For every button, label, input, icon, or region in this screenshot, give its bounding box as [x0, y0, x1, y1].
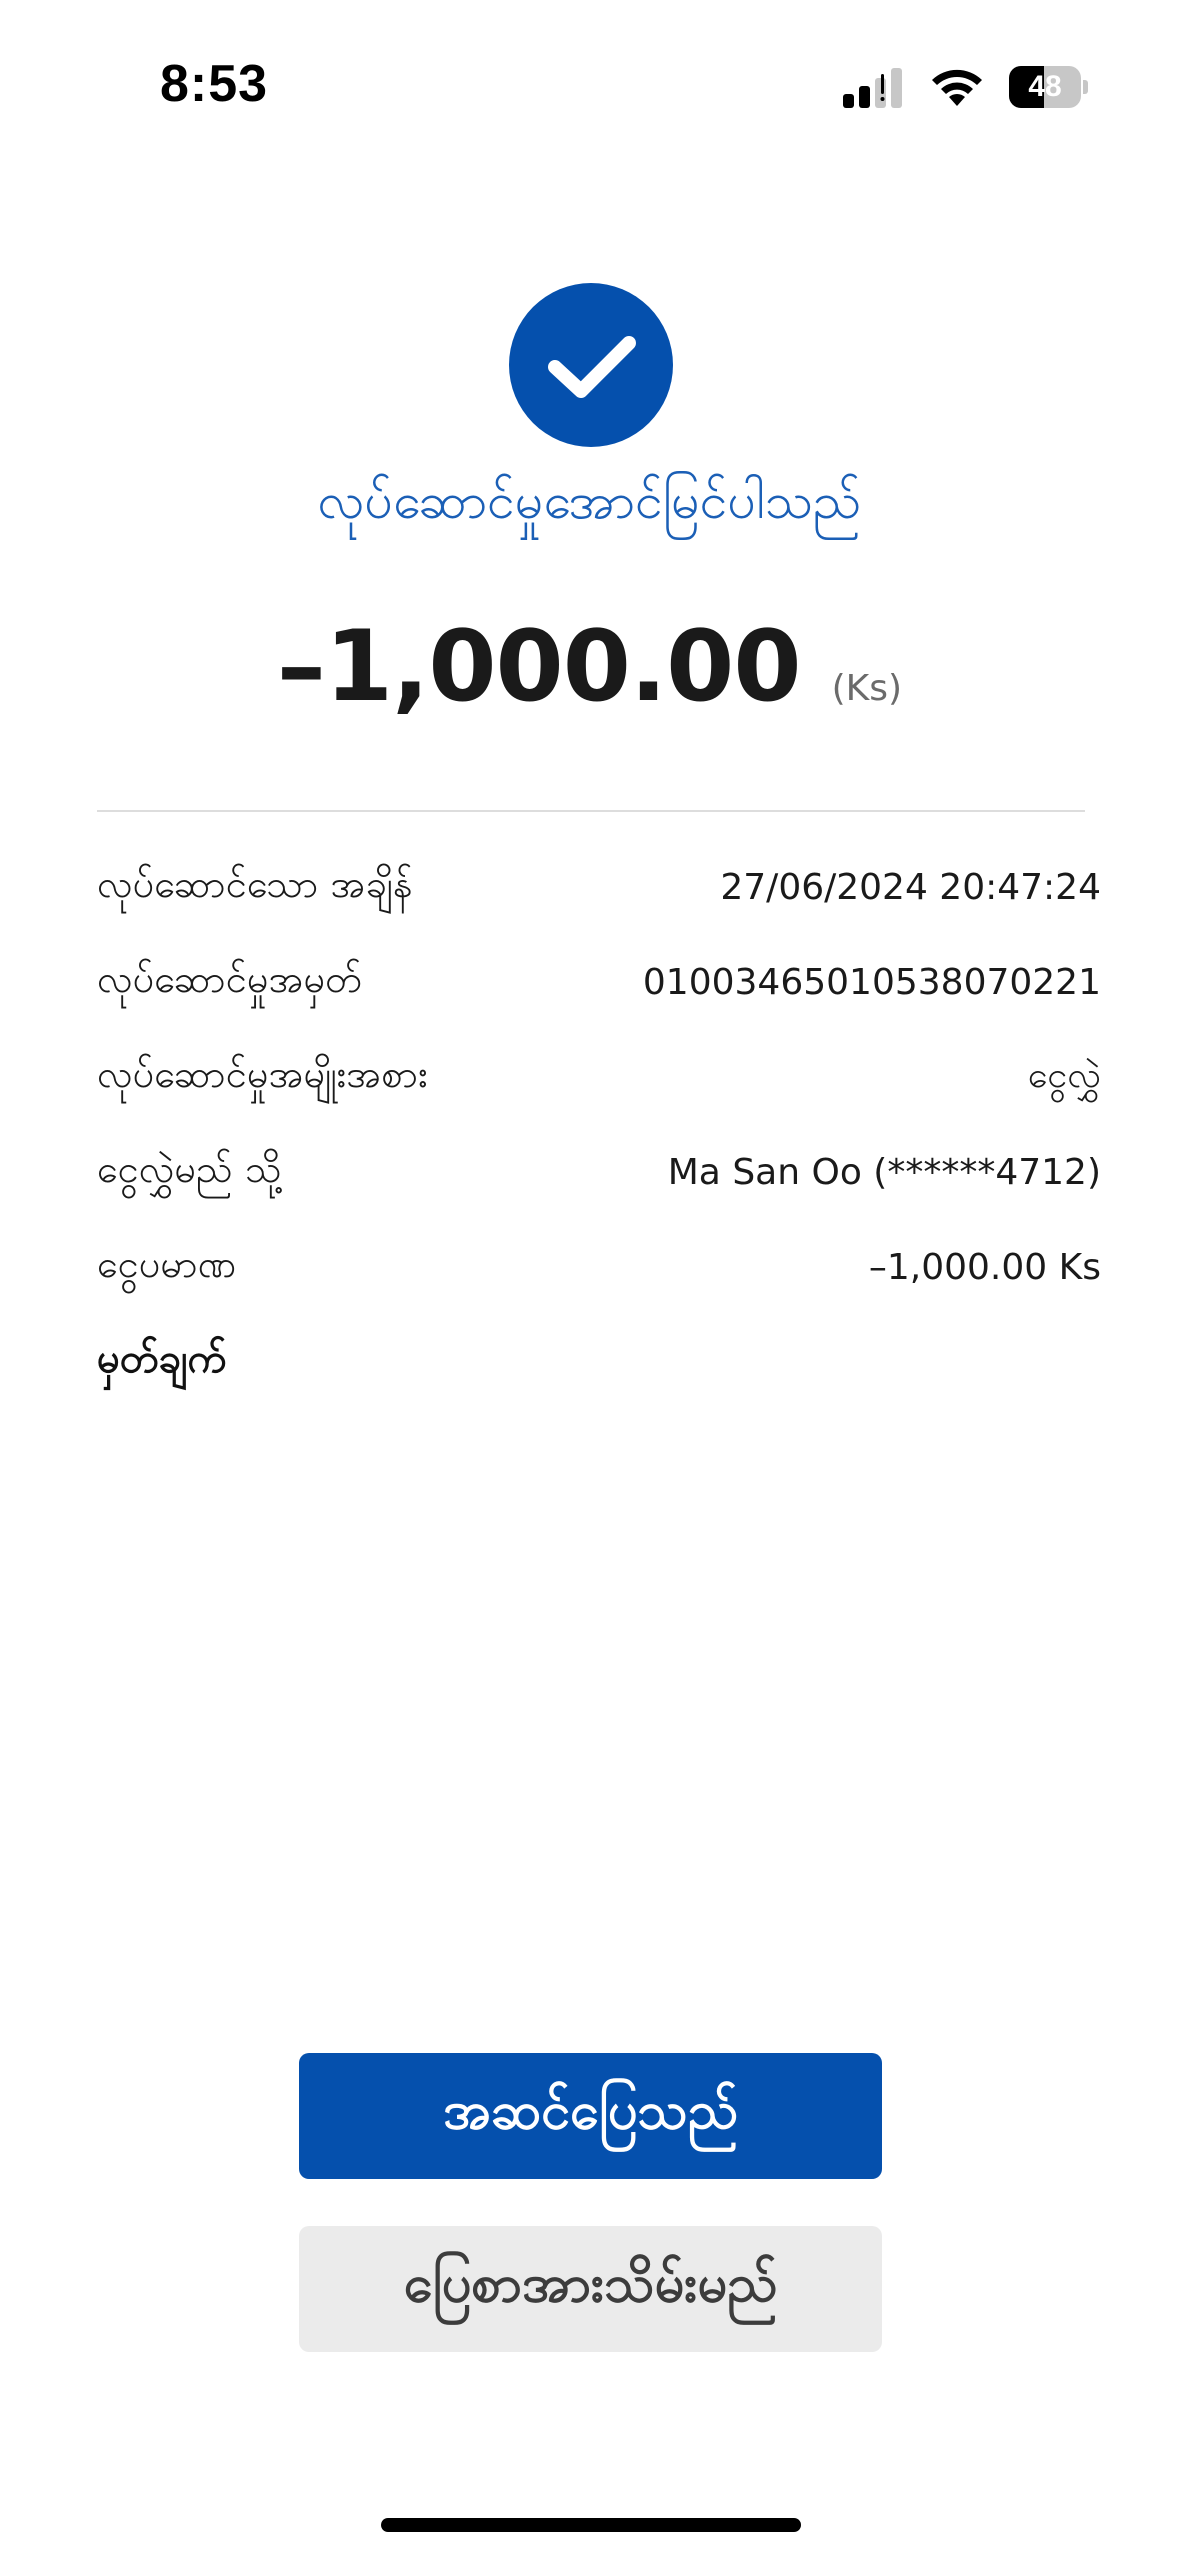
detail-value: 01003465010538070221	[642, 962, 1101, 1003]
detail-label: ငွေပမာဏ	[97, 1241, 237, 1286]
detail-label: လုပ်ဆောင်မှုအမှတ်	[97, 956, 363, 1001]
detail-row-time	[97, 840, 1101, 935]
amount-currency: (Ks)	[831, 668, 903, 709]
save-receipt-button[interactable]: ပြေစာအားသိမ်းမည်	[299, 2226, 882, 2352]
detail-value: –1,000.00 Ks	[868, 1247, 1101, 1288]
amount-value: –1,000.00	[276, 610, 801, 724]
status-icons	[843, 64, 1083, 110]
cellular-signal-icon	[843, 68, 905, 108]
detail-label: လုပ်ဆောင်မှုအမျိုးအစား	[97, 1051, 428, 1096]
transaction-amount	[0, 610, 1179, 724]
home-indicator[interactable]	[381, 2518, 801, 2532]
status-bar	[0, 0, 1179, 170]
detail-row-transaction-id	[97, 935, 1101, 1030]
detail-value: ငွေလွှဲ	[1027, 1054, 1101, 1096]
detail-row-type	[97, 1030, 1101, 1125]
status-time: 8:53	[160, 55, 269, 113]
divider	[97, 810, 1085, 812]
wifi-icon	[929, 66, 985, 108]
detail-value: 27/06/2024 20:47:24	[720, 867, 1101, 908]
battery-level: 48	[1028, 70, 1062, 103]
note-label: မှတ်ချက်	[97, 1336, 227, 1382]
detail-label: လုပ်ဆောင်သော အချိန်	[97, 861, 413, 906]
detail-label: ငွေလွှဲမည် သို့	[97, 1146, 282, 1191]
detail-row-note	[97, 1315, 1101, 1410]
detail-value: Ma San Oo (******4712)	[667, 1152, 1101, 1193]
transaction-details	[97, 840, 1101, 1410]
done-button[interactable]: အဆင်ပြေသည်	[299, 2053, 882, 2179]
success-checkmark-icon	[509, 283, 673, 447]
battery-icon	[1009, 66, 1087, 108]
success-title: လုပ်ဆောင်မှုအောင်မြင်ပါသည်	[317, 472, 862, 530]
detail-row-amount	[97, 1220, 1101, 1315]
detail-row-recipient	[97, 1125, 1101, 1220]
